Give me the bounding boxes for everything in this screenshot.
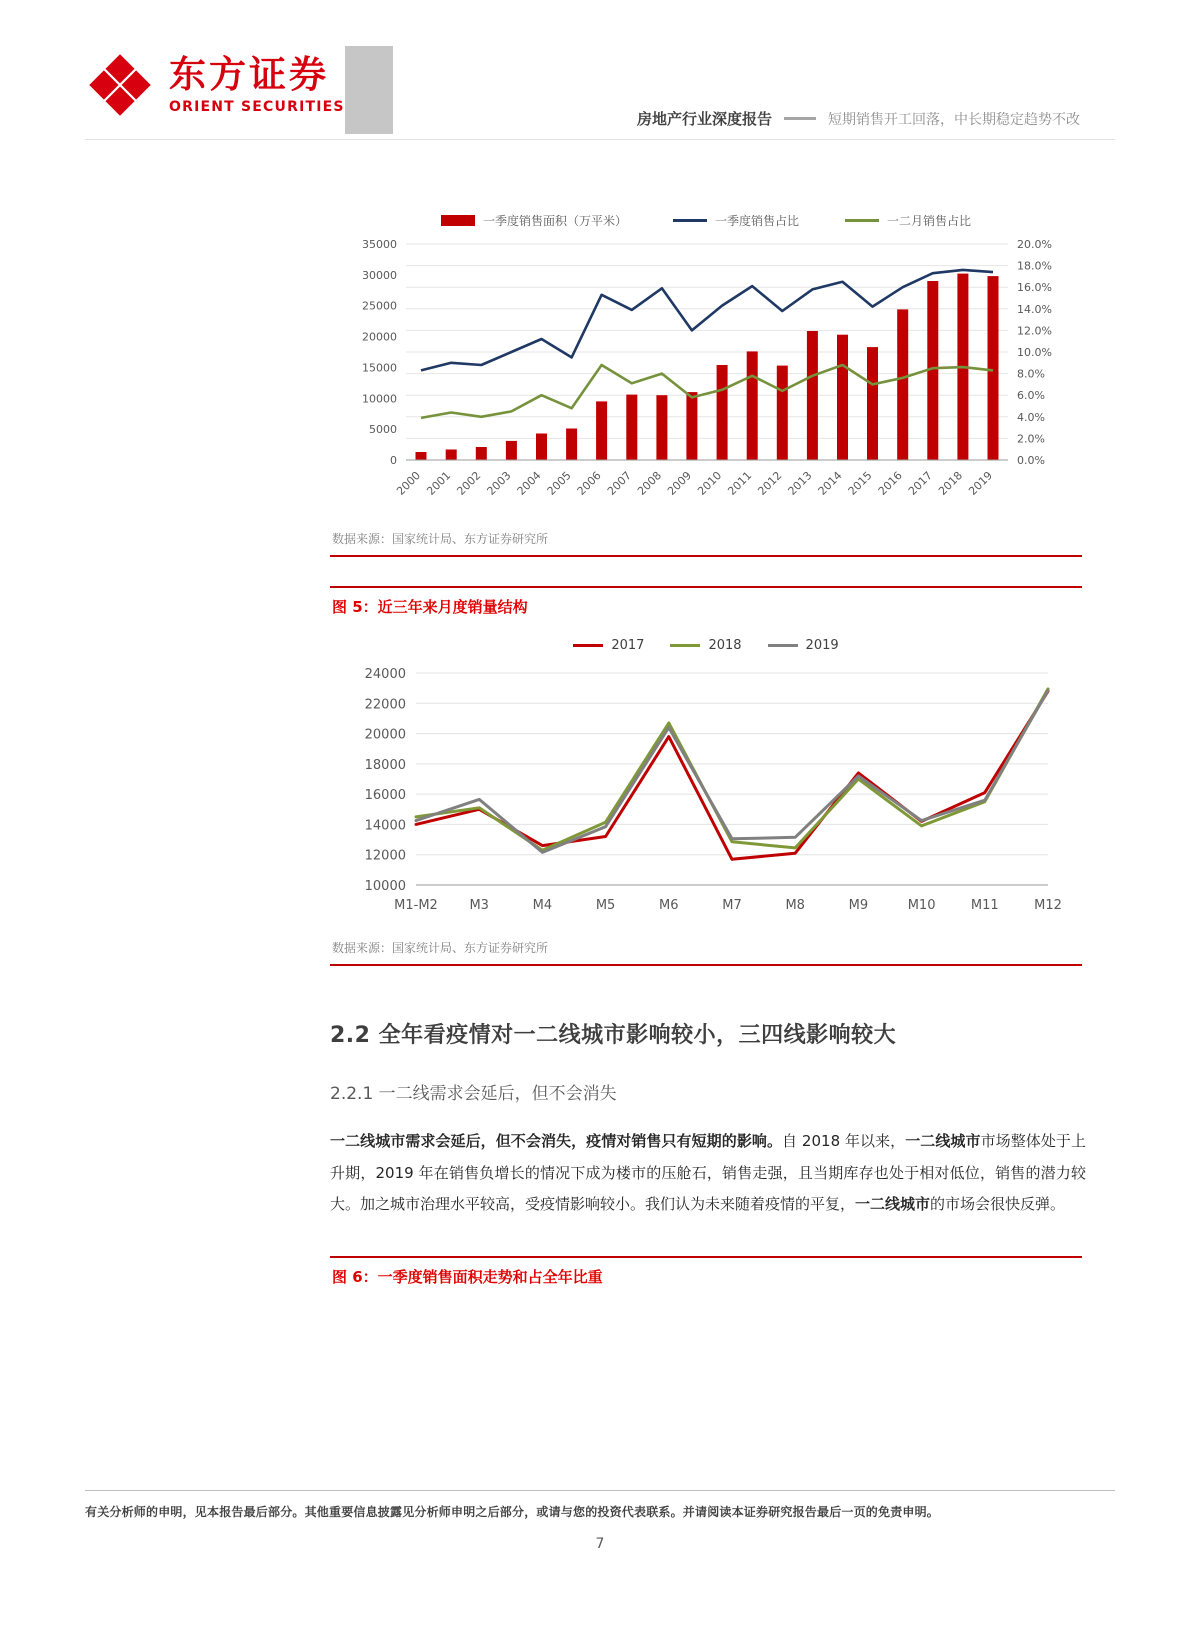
svg-text:30000: 30000	[362, 268, 397, 282]
svg-text:2001: 2001	[424, 468, 454, 498]
svg-text:4.0%: 4.0%	[1017, 410, 1045, 424]
brand-logo	[85, 50, 345, 120]
bar-swatch-icon	[441, 215, 475, 226]
figure5-block	[330, 586, 1082, 966]
svg-text:2009: 2009	[665, 468, 695, 498]
line-swatch-icon	[573, 644, 603, 647]
legend-label: 2019	[805, 637, 839, 653]
brand-name-en: ORIENT SECURITIES	[169, 98, 345, 115]
legend-item-2019	[768, 638, 839, 653]
figure5-source: 数据来源：国家统计局、东方证券研究所	[332, 941, 549, 955]
paragraph-segment: 自 2018 年以来，	[782, 1132, 906, 1150]
brand-name-cn: 东方证券	[169, 53, 329, 97]
figure5-title: 图 5：近三年来月度销量结构	[332, 598, 528, 616]
svg-text:M3: M3	[469, 898, 489, 913]
svg-text:0: 0	[390, 454, 397, 467]
line-swatch-icon	[768, 644, 798, 647]
svg-text:2.0%: 2.0%	[1017, 432, 1045, 446]
header-dash	[784, 117, 816, 120]
figure4-block	[330, 210, 1082, 557]
svg-text:M6: M6	[659, 898, 679, 913]
figure6-block	[330, 1256, 1082, 1289]
line-swatch-icon	[845, 219, 879, 222]
legend-label: 一季度销售占比	[714, 213, 799, 228]
svg-text:14.0%: 14.0%	[1017, 302, 1052, 316]
svg-text:2004: 2004	[514, 468, 544, 498]
svg-text:20.0%: 20.0%	[1017, 238, 1052, 251]
svg-text:14000: 14000	[364, 818, 406, 834]
paragraph-segment: 的市场会很快反弹。	[930, 1195, 1066, 1213]
figure4-source: 数据来源：国家统计局、东方证券研究所	[332, 532, 549, 546]
svg-text:16.0%: 16.0%	[1017, 281, 1052, 295]
svg-text:M1-M2: M1-M2	[394, 898, 438, 913]
figure5-chart-svg	[330, 659, 1082, 931]
body-paragraph	[330, 1126, 1086, 1221]
diamond-logo-icon	[85, 50, 155, 120]
svg-text:2015: 2015	[845, 468, 875, 498]
svg-text:6.0%: 6.0%	[1017, 389, 1045, 403]
svg-text:16000: 16000	[364, 788, 406, 804]
legend-item-q1-share	[673, 212, 799, 229]
svg-text:2012: 2012	[755, 468, 785, 498]
report-type: 房地产行业深度报告	[636, 110, 772, 128]
legend-label: 2017	[611, 637, 645, 653]
svg-text:2017: 2017	[905, 468, 935, 498]
svg-text:2007: 2007	[604, 468, 634, 498]
svg-text:2019: 2019	[966, 468, 996, 498]
paragraph-segment: 市场整体处于上升期，2019 年在销售负增长的情况下成为楼市的压舱石，销售走强，且当期库存也处于相对低位，销售的潜力较大。加之城市治理水平较高，受疫情影响较小。我们认为未来随着疫情的平复，	[330, 1132, 1086, 1213]
svg-text:24000: 24000	[364, 667, 406, 682]
svg-text:18.0%: 18.0%	[1017, 259, 1052, 273]
legend-label: 一二月销售占比	[887, 213, 972, 228]
svg-text:25000: 25000	[362, 299, 397, 313]
svg-text:8.0%: 8.0%	[1017, 367, 1045, 381]
svg-text:2006: 2006	[574, 468, 604, 498]
line-swatch-icon	[670, 644, 700, 647]
svg-text:20000: 20000	[362, 330, 397, 344]
svg-text:M8: M8	[785, 898, 805, 913]
svg-text:22000: 22000	[364, 697, 406, 713]
svg-text:12000: 12000	[364, 848, 406, 864]
svg-text:M5: M5	[595, 898, 616, 913]
svg-text:2002: 2002	[454, 468, 484, 498]
legend-item-sales-area	[441, 212, 627, 229]
svg-text:2011: 2011	[725, 468, 755, 498]
svg-text:20000: 20000	[364, 727, 406, 743]
svg-text:M9: M9	[848, 898, 869, 913]
section-heading: 2.2 全年看疫情对一二线城市影响较小，三四线影响较大	[330, 1023, 897, 1048]
svg-text:M10: M10	[907, 898, 936, 913]
line-swatch-icon	[673, 219, 707, 222]
svg-text:2003: 2003	[484, 468, 514, 498]
legend-item-janfeb-share	[845, 212, 971, 229]
paragraph-segment: 一二线城市需求会延后，但不会消失，疫情对销售只有短期的影响。	[330, 1132, 783, 1150]
svg-text:M7: M7	[722, 898, 742, 913]
section-subheading: 2.2.1 一二线需求会延后，但不会消失	[330, 1084, 617, 1104]
page-footer	[85, 1490, 1115, 1520]
report-title-block	[637, 108, 1080, 129]
svg-text:10000: 10000	[364, 879, 406, 894]
svg-text:2016: 2016	[875, 468, 905, 498]
brand-text	[169, 55, 345, 115]
figure4-bottom-rule	[330, 555, 1082, 557]
legend-item-2017	[573, 638, 644, 653]
page-header	[85, 46, 1115, 140]
svg-text:0.0%: 0.0%	[1017, 454, 1045, 467]
svg-text:10000: 10000	[362, 392, 397, 406]
svg-text:2018: 2018	[936, 468, 966, 498]
paragraph-segment: 一二线城市	[855, 1195, 931, 1213]
svg-text:2013: 2013	[785, 468, 815, 498]
svg-text:10.0%: 10.0%	[1017, 346, 1052, 359]
figure6-title: 图 6：一季度销售面积走势和占全年比重	[332, 1268, 603, 1286]
legend-item-2018	[670, 638, 741, 653]
legend-label: 2018	[708, 637, 742, 653]
svg-text:35000: 35000	[362, 238, 397, 251]
svg-text:2008: 2008	[635, 468, 665, 498]
svg-text:18000: 18000	[364, 757, 406, 773]
footer-disclaimer: 有关分析师的申明，见本报告最后部分。其他重要信息披露见分析师申明之后部分，或请与您的投资代表联系。并请阅读本证券研究报告最后一页的免责申明。	[85, 1505, 940, 1519]
legend-label: 一季度销售面积（万平米）	[482, 213, 627, 228]
svg-text:M4: M4	[532, 898, 553, 913]
svg-text:M11: M11	[970, 898, 999, 913]
svg-text:5000: 5000	[369, 423, 397, 437]
svg-text:15000: 15000	[362, 361, 397, 375]
figure4-chart-svg	[330, 234, 1082, 522]
report-subtitle: 短期销售开工回落，中长期稳定趋势不改	[828, 111, 1080, 128]
svg-text:2005: 2005	[544, 468, 574, 498]
svg-text:2010: 2010	[695, 468, 725, 498]
header-divider-bar	[345, 46, 393, 134]
svg-text:12.0%: 12.0%	[1017, 324, 1052, 338]
header-rule	[85, 139, 1115, 140]
section-2-2	[330, 1018, 1086, 1221]
figure5-bottom-rule	[330, 964, 1082, 966]
paragraph-segment: 一二线城市	[905, 1132, 981, 1150]
svg-text:2014: 2014	[815, 468, 845, 498]
svg-text:2000: 2000	[394, 468, 424, 498]
page-number: 7	[595, 1536, 605, 1552]
figure4-legend	[330, 210, 1082, 230]
svg-text:M12: M12	[1034, 898, 1062, 913]
figure5-legend	[330, 635, 1082, 655]
